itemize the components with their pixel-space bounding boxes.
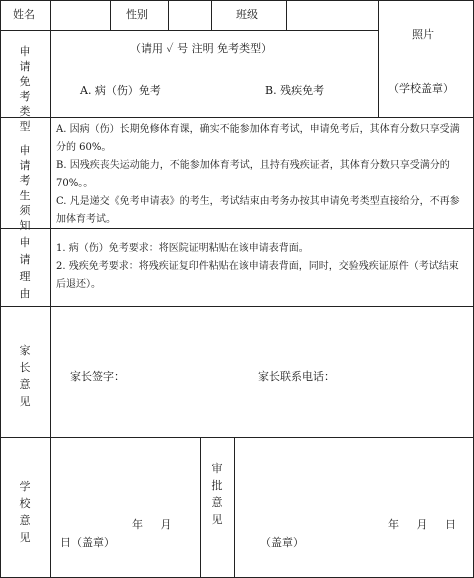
approval-date: 年 月 日 xyxy=(388,518,456,531)
approval-divider-left xyxy=(200,437,201,578)
table-border-left xyxy=(0,0,1,578)
class-field[interactable] xyxy=(287,1,377,30)
header-col-1 xyxy=(110,0,111,31)
row-line-reason xyxy=(0,306,474,307)
school-date: 年 月 xyxy=(132,518,172,531)
class-label: 班级 xyxy=(236,8,258,21)
gender-label: 性别 xyxy=(126,8,148,21)
parent-phone-label: 家长联系电话： xyxy=(258,370,335,383)
photo-label: 照片 xyxy=(412,28,434,41)
name-label: 姓名 xyxy=(13,8,35,21)
parent-signature-field[interactable] xyxy=(132,366,242,386)
notice-item-a: A. 因病（伤）长期免修体育课，确实不能参加体育考试，申请免考后，其体育分数只享受满分的 60%。 xyxy=(56,124,460,153)
school-seal-note: （学校盖章） xyxy=(388,82,454,95)
gender-field[interactable] xyxy=(169,1,210,30)
apply-type-label: 申请免考类型 xyxy=(19,45,31,133)
parent-signature-label: 家长签字： xyxy=(70,370,125,383)
notice-label: 申请考生须知 xyxy=(19,144,31,232)
approval-seal: （盖章） xyxy=(260,536,304,549)
apply-type-instruction: （请用 ✓ 号 注明 免考类型） xyxy=(130,42,273,55)
parent-opinion-label: 家长意见 xyxy=(19,344,31,408)
header-col-3 xyxy=(211,0,212,31)
school-seal-line: 日（盖章） xyxy=(60,536,115,549)
notice-item-b: B. 因残疾丧失运动能力，不能参加体育考试，且持有残疾证者，其体育分数只享受满分的 70%。。 xyxy=(56,160,450,189)
row-line-header xyxy=(0,30,378,31)
notice-list xyxy=(56,121,468,229)
option-disability[interactable]: B. 残疾免考 xyxy=(265,84,325,97)
approval-opinion-label: 审批意见 xyxy=(211,462,223,526)
approval-divider-right xyxy=(234,437,235,578)
photo-column-divider xyxy=(378,0,379,118)
label-column-divider xyxy=(50,0,51,578)
row-line-type xyxy=(0,117,474,118)
option-illness[interactable]: A. 病（伤）免考 xyxy=(80,84,161,97)
reason-list xyxy=(56,240,468,294)
reason-item-2: 2. 残疾免考要求：将残疾证复印件粘贴在该申请表背面，同时，交验残疾证原件（考试结束后退还）。 xyxy=(56,261,459,290)
reason-label: 申请理由 xyxy=(19,236,31,300)
parent-phone-field[interactable] xyxy=(344,366,464,386)
name-field[interactable] xyxy=(51,1,109,30)
reason-item-1: 1. 病（伤）免考要求：将医院证明粘贴在该申请表背面。 xyxy=(56,243,309,254)
school-opinion-label: 学校意见 xyxy=(19,480,31,544)
notice-item-c: C. 凡是递交《免考申请表》的考生，考试结束由考务办按其申请免考类型直接给分，不再参加体育考试。 xyxy=(56,196,460,225)
row-line-parent xyxy=(0,437,474,438)
